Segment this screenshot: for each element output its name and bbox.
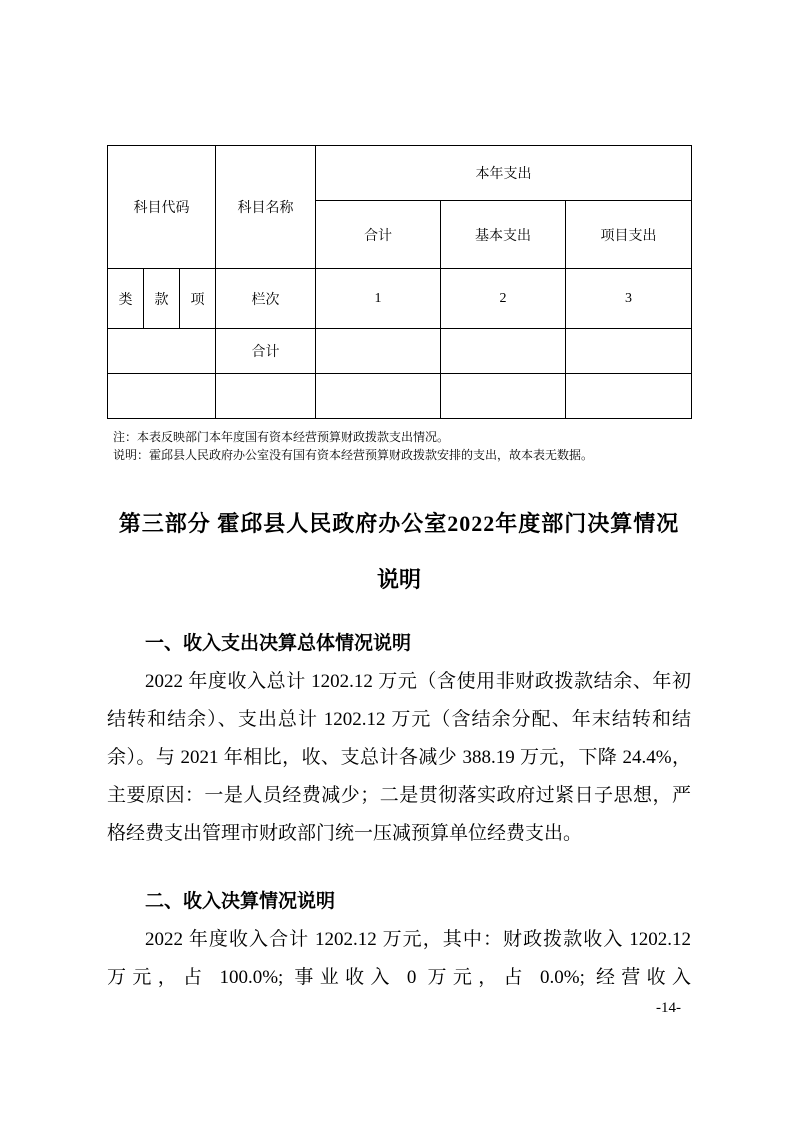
table-row [108, 146, 692, 201]
cell-col2: 2 [441, 269, 566, 329]
table-notes [107, 429, 691, 463]
page-content [107, 145, 691, 997]
cell-empty [566, 329, 692, 374]
cell-col3: 3 [566, 269, 692, 329]
cell-empty [566, 374, 692, 419]
cell-col1: 1 [316, 269, 441, 329]
cell-heji: 合计 [216, 329, 316, 374]
expenditure-table [107, 145, 692, 419]
header-total: 合计 [316, 201, 441, 269]
cell-empty [441, 374, 566, 419]
header-subject-code: 科目代码 [108, 146, 216, 269]
section-1-paragraph: 2022 年度收入总计 1202.12 万元（含使用非财政拨款结余、年初结转和结余）、支出总计 1202.12 万元（含结余分配、年末结转和结余）。与 2021 年相比，收、支总计各减少 388.19 万元，下降 24.4%，主要原因：一是人员经费减少；二是贯彻落实政府过紧日子思想，严格经费支出管理市财政部门统一压减预算单位经费支出。 [107, 671, 691, 844]
cell-kuan: 款 [144, 269, 180, 329]
section-2-title: 二、收入决算情况说明 [145, 891, 336, 912]
cell-empty [441, 329, 566, 374]
page-number: -14- [656, 1000, 681, 1016]
note-line-1: 注：本表反映部门本年度国有资本经营预算财政拨款支出情况。 [113, 430, 450, 444]
table-row [108, 329, 692, 374]
cell-lanci: 栏次 [216, 269, 316, 329]
note-line-2: 说明：霍邱县人民政府办公室没有国有资本经营预算财政拨款安排的支出，故本表无数据。 [113, 448, 594, 462]
table-row [108, 374, 692, 419]
header-subject-name: 科目名称 [216, 146, 316, 269]
header-basic-expenditure: 基本支出 [441, 201, 566, 269]
part-heading-line2: 说明 [376, 567, 421, 592]
cell-xiang: 项 [180, 269, 216, 329]
section-2-paragraph: 2022 年度收入合计 1202.12 万元，其中：财政拨款收入 1202.12 万元，占 100.0%; 事业收入 0 万元，占 0.0%; 经营收入 [107, 929, 691, 988]
header-project-expenditure: 项目支出 [566, 201, 692, 269]
cell-lei: 类 [108, 269, 144, 329]
part-heading-line1: 第三部分 霍邱县人民政府办公室2022年度部门决算情况 [118, 511, 680, 536]
table-row [108, 269, 692, 329]
cell-empty [108, 329, 216, 374]
cell-empty [316, 329, 441, 374]
header-year-expenditure: 本年支出 [316, 146, 692, 201]
cell-empty [216, 374, 316, 419]
cell-empty [316, 374, 441, 419]
cell-empty [108, 374, 216, 419]
section-1-title: 一、收入支出决算总体情况说明 [145, 633, 412, 654]
